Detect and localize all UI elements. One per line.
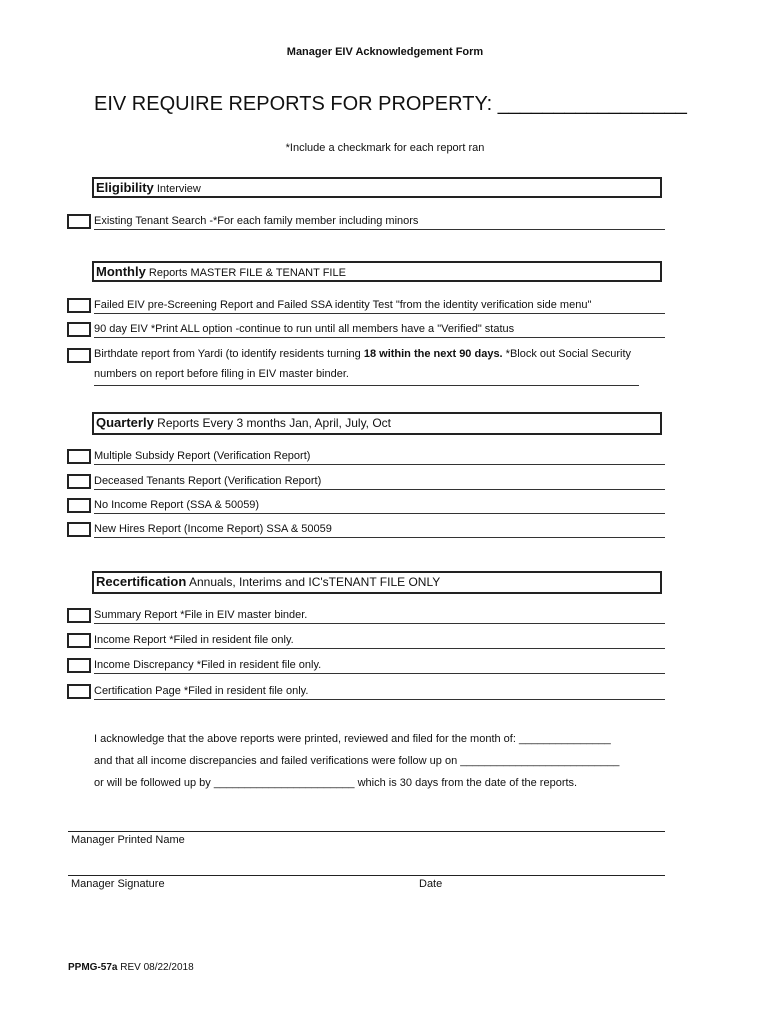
birthdate-text: Birthdate report from Yardi (to identify residents turning	[94, 348, 364, 360]
signature-label: Manager Signature	[71, 878, 165, 890]
checkmark-instruction: *Include a checkmark for each report ran	[285, 142, 485, 154]
section-monthly-subtitle: Reports MASTER FILE & TENANT FILE	[145, 267, 346, 279]
report-label: Multiple Subsidy Report (Verification Report)	[94, 449, 665, 465]
form-code	[68, 962, 194, 973]
report-label: No Income Report (SSA & 50059)	[94, 498, 665, 514]
form-code-id: PPMG-57a	[68, 962, 118, 973]
section-monthly	[92, 261, 662, 282]
report-label: 90 day EIV *Print ALL option -continue to run until all members have a "Verified" status	[94, 322, 665, 338]
report-label: Deceased Tenants Report (Verification Report)	[94, 474, 665, 490]
checkbox-failed-eiv[interactable]	[67, 298, 91, 313]
checkbox-multiple-subsidy[interactable]	[67, 449, 91, 464]
birthdate-text-continued: *Block out Social Security numbers on report before filing in EIV master binder.	[94, 348, 632, 380]
checkbox-certification[interactable]	[67, 684, 91, 699]
checkbox-summary[interactable]	[67, 608, 91, 623]
section-eligibility-title: Eligibility	[96, 180, 154, 195]
acknowledgement-line-2: and that all income discrepancies and failed verifications were follow up on __________________________	[94, 755, 620, 767]
checkbox-income-report[interactable]	[67, 633, 91, 648]
checkbox-income-discrepancy[interactable]	[67, 658, 91, 673]
report-label	[94, 344, 639, 386]
section-recertification-title: Recertification	[96, 574, 187, 589]
report-label: Certification Page *Filed in resident file only.	[94, 684, 665, 700]
section-monthly-title: Monthly	[96, 264, 146, 279]
report-label: New Hires Report (Income Report) SSA & 50059	[94, 522, 665, 538]
section-quarterly-title: Quarterly	[96, 415, 154, 430]
report-label: Failed EIV pre-Screening Report and Failed SSA identity Test "from the identity verification side menu"	[94, 298, 665, 314]
acknowledgement-line-3: or will be followed up by _______________________ which is 30 days from the date of the reports.	[94, 777, 578, 789]
checkbox-90-day[interactable]	[67, 322, 91, 337]
form-revision: REV 08/22/2018	[117, 962, 194, 973]
date-label: Date	[419, 878, 443, 890]
checkbox-new-hires[interactable]	[67, 522, 91, 537]
checkbox-birthdate[interactable]	[67, 348, 91, 363]
report-label: Summary Report *File in EIV master binder.	[94, 608, 665, 624]
report-label: Income Report *Filed in resident file only.	[94, 633, 665, 649]
section-quarterly	[92, 412, 662, 435]
section-quarterly-subtitle: Reports Every 3 months Jan, April, July, Oct	[153, 416, 392, 430]
checkbox-existing-tenant[interactable]	[67, 214, 91, 229]
section-recertification	[92, 571, 662, 594]
report-label: Income Discrepancy *Filed in resident file only.	[94, 658, 665, 674]
checkbox-deceased[interactable]	[67, 474, 91, 489]
section-recertification-subtitle: Annuals, Interims and IC'sTENANT FILE ONLY	[186, 575, 441, 589]
birthdate-emphasis: 18 within the next 90 days.	[363, 348, 503, 360]
printed-name-label: Manager Printed Name	[71, 834, 185, 846]
form-title: Manager EIV Acknowledgement Form	[286, 46, 484, 58]
section-eligibility	[92, 177, 662, 198]
property-title: EIV REQUIRE REPORTS FOR PROPERTY: _________________	[94, 93, 687, 115]
section-eligibility-subtitle: Interview	[153, 183, 201, 195]
report-label: Existing Tenant Search -*For each family member including minors	[94, 214, 665, 230]
printed-name-line[interactable]	[68, 831, 665, 832]
acknowledgement-line-1: I acknowledge that the above reports were printed, reviewed and filed for the month of: _______________	[94, 733, 611, 745]
checkbox-no-income[interactable]	[67, 498, 91, 513]
signature-line[interactable]	[68, 875, 665, 876]
